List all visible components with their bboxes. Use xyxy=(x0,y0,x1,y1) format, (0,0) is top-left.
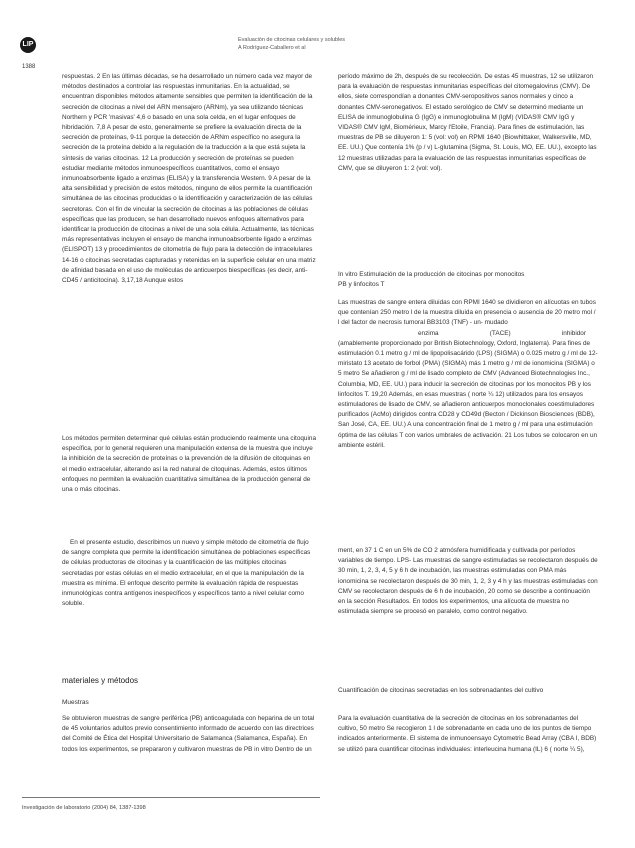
left-paragraph-methods-limits: Los métodos permiten determinar qué células están produciendo realmente una citoquina específica, por lo general requieren una manipulación extensa de la muestra que incluye la inhibición de la secreción de proteínas o la prevención de la difusión de citoquinas en el medio extracelular, alterando así la red natural de citoquinas. Además, estos últimos enfoques no permiten la evaluación cuantitativa simultánea de la producción general de una o más citocinas. xyxy=(62,435,317,494)
page-number: 1388 xyxy=(22,64,36,70)
subheading-samples: Muestras xyxy=(62,699,89,706)
tace-word: (TACE) xyxy=(489,329,511,337)
subheading-in-vitro-line2: PB y linfocitos T xyxy=(338,281,385,288)
inhibitor-word: inhibidor xyxy=(561,329,586,337)
running-authors: A Rodríguez-Caballero et al xyxy=(238,45,306,51)
left-paragraph-intro: respuestas. 2 En las últimas décadas, se ha desarrollado un número cada vez mayor de métodos destinados a controlar las respuestas inmunitarias. En la actualidad, se encuentran disponibles métodos altamente sensibles que permiten la identificación de la secreción de citocinas a nivel del ARN mensajero (ARNm), ya sea utilizando técnicas Northern y PCR 'masivas' 4,6 o basado en una sola celda, en el lugar enfoques de hibridación. 7,8 A pesar de esto, generalmente se prefiere la evaluación directa de la secreción de proteínas, 9-11 porque la detección de ARNm específico no asegura la secreción de la proteína debido a la regulación de la traducción a la que está sujeta la síntesis de varias citocinas. 12 La producción y secreción de proteínas se pueden estudiar mediante métodos inmunoespecíficos cuantitativos, como el ensayo inmunoabsorbente ligado a enzimas (ELISA) y la transferencia Western. 9 A pesar de la alta sensibilidad y precisión de estos métodos, ninguno de ellos permite la cuantificación simultánea de las citocinas producidas o la identificación y caracterización de las células secretoras. Con el fin de vincular la secreción de citocinas a las poblaciones de células específicas que las producen, se han desarrollado nuevos enfoques alternativos para identificar la producción de citocinas a nivel de una sola célula. Actualmente, las técnicas más representativas incluyen el ensayo de mancha inmunoabsorbente ligado a enzimas (ELISPOT) 13 y procedimientos de citometría de flujo para la detección de intracelulares 14-16 o citocinas secretadas capturadas y retenidas en la superficie celular en una matriz de afinidad basada en el uso de moléculas de anticuerpos biespecíficas (es decir, anti-CD45 / anticitocina). 3,17,18 Aunque estos xyxy=(62,73,316,285)
left-paragraph-present-study: En el presente estudio, describimos un nuevo y simple método de citometría de flujo de sangre completa que permite la identificación simultánea de poblaciones específicas de células productoras de citocinas y la cuantificación de las múltiples citocinas secretadas por estas células en el medio extracelular, en el que la manipulación de la muestra es mínima. El enfoque descrito permite la evaluación rápida de respuestas inmunológicas contra antígenos inespecíficos y específicos tanto a nivel celular como soluble. xyxy=(62,539,311,608)
enzyme-word: enzima xyxy=(418,329,439,337)
footer-citation: Investigación de laboratorio (2004) 84, 1387-1398 xyxy=(22,805,146,811)
left-paragraph-samples: Se obtuvieron muestras de sangre periférica (PB) anticoagulada con heparina de un total de 45 voluntarios adultos previo consentimiento informado de acuerdo con las directrices del Comité de Ética del Hospital Universitario de Salamanca (Salamanca, España). En todos los experimentos, se prepararon y cultivaron muestras de PB in vitro Dentro de un xyxy=(62,715,315,753)
inhibitor-line xyxy=(338,329,598,339)
right-paragraph-incubation: ment, en 37 1 C en un 5% de CO 2 atmósfera humidificada y cultivada por períodos variables de tiempo. LPS- Las muestras de sangre estimuladas se recolectaron después de 30 min, 1, 2, 3, 4, 5 y 6 h de incubación, las muestras estimuladas con PMA más ionomicina se recolectaron después de 30 min, 1, 2, 3 y 4 h y las muestras estimuladas con CMV se recolectaron después de 6 h de incubación, 20 como se describe a continuación en la sección Resultados. En todos los experimentos, una alícuota de muestra no estimulada siempre se procesó en paralelo, como control negativo. xyxy=(338,547,598,616)
section-heading-materials-methods: materiales y métodos xyxy=(62,676,139,685)
running-title: Evaluación de citocinas celulares y solubles xyxy=(238,37,346,43)
subheading-in-vitro-stimulation xyxy=(338,270,600,290)
journal-logo: LIP xyxy=(20,37,36,53)
subheading-cytokine-quantification: Cuantificación de citocinas secretadas en los sobrenadantes del cultivo xyxy=(338,687,544,694)
right-paragraph-stimulation: Las muestras de sangre entera diluidas con RPMI 1640 se dividieron en alícuotas en tubos que contenían 250 metro l de la muestra diluida en presencia o ausencia de 20 metro mol / l del factor de necrosis tumoral BB3103 (TNF) - un- mudado enzima (TACE) inhibidor (amablemente proporcionado por British Biotechnology, Oxford, Inglaterra). Para fines de estimulación 0.1 metro g / ml de lipopolisacárido (LPS) (SIGMA) o 0.025 metro g / ml de 12-miristato 13 acetato de forbol (PMA) (SIGMA) más 1 metro g / ml de ionomicina (SIGMA) o 5 metro Se añadieron g / ml de lisado completo de CMV (Advanced Biotechnologies Inc., Columbia, MD, EE. UU.) para inducir la secreción de citocinas por los monocitos PB y los linfocitos T. 19,20 Además, en esas muestras ( norte ¼ 12) utilizados para los ensayos estimuladores de lisado de CMV, se añadieron anticuerpos monoclonales coestimuladores purificados (AcMo) dirigidos contra CD28 y CD49d (Becton / Dickinson Biosciences (BDB), San José, CA, EE. UU.) A una concentración final de 1 metro g / ml para una estimulación óptima de las células T con varios umbrales de activación. 21 Los tubos se colocaron en un ambiente estéril. xyxy=(338,299,598,449)
right-paragraph-cba: Para la evaluación cuantitativa de la secreción de citocinas en los sobrenadantes del cultivo, 50 metro Se recogieron 1 l de sobrenadante en cada uno de los puntos de tiempo indicados anteriormente. El sistema de inmunoensayo Cytometric Bead Array (CBA I, BDB) se utilizó para cuantificar citocinas individuales: interleucina humana (IL) 6 ( norte ¼ 5), xyxy=(338,715,597,753)
footer-divider xyxy=(22,797,320,798)
subheading-in-vitro-line1: In vitro Estimulación de la producción de citocinas por monocitos xyxy=(338,271,525,278)
right-paragraph-samples-cont: período máximo de 2h, después de su recolección. De estas 45 muestras, 12 se utilizaron para la evaluación de respuestas inmunitarias específicas del citomegalovirus (CMV). De ellos, siete correspondían a donantes CMV-seropositivos sanos normales y cinco a donantes CMV-seronegativos. El estado serológico de CMV se determinó mediante un ELISA de inmunoglobulina G (IgG) e inmunoglobulina M (IgM) (VIDAS® CMV IgG y VIDAS® CMV IgM, Biomérieux, Marcy l'Etoile, Francia). Para fines de estimulación, las muestras de PB se diluyeron 1: 5 (vol: vol) en RPMI 1640 (Biowhittaker, Walkersville, MD, EE. UU.) Que contenía 1% (p / v) L-glutamina (Sigma, St. Louis, MO, EE. UU.), excepto las 12 muestras utilizadas para la evaluación de las respuestas inmunitarias específicas de CMV, que se diluyeron 1: 2 (vol: vol). xyxy=(338,73,597,172)
